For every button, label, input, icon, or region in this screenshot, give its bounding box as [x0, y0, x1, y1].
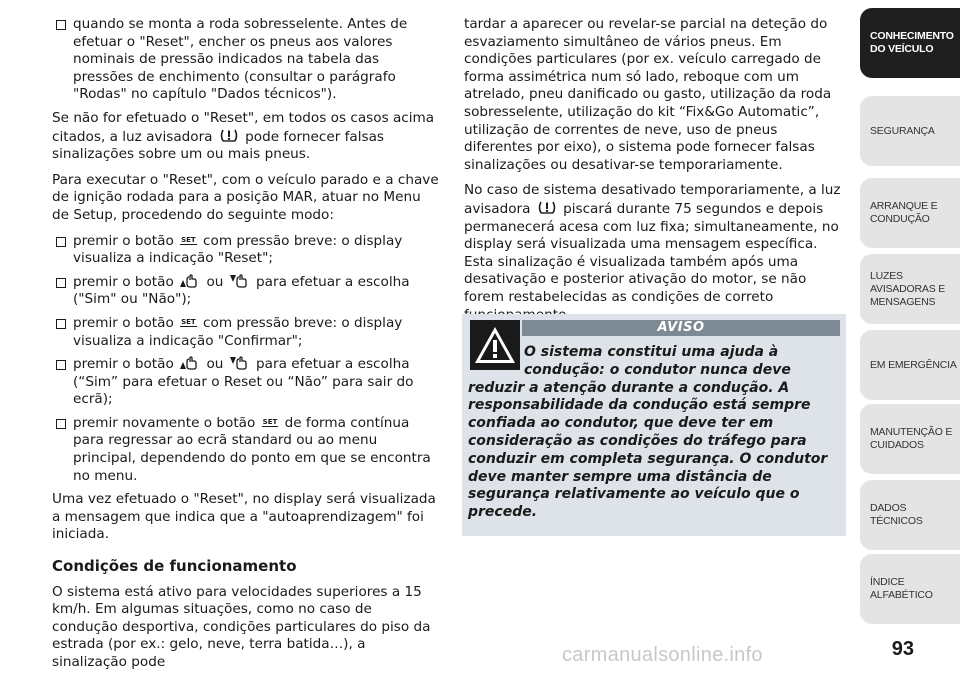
bullet-text: premir o botão: [73, 232, 174, 249]
set-button-icon: SET: [262, 417, 278, 426]
paragraph: [464, 182, 844, 324]
bullet-text: ou: [206, 273, 224, 290]
bullet-box-icon: [56, 319, 66, 329]
paragraph: O sistema está ativo para velocidades superiores a 15 km/h. Em algumas situações, como no caso de condução desportiva, condições particulares do piso da estrada (por ex.: gelo, neve, terra batida…), a sinalização pode: [52, 583, 431, 670]
tab-em-emergencia[interactable]: [860, 330, 960, 400]
paragraph: Para executar o "Reset", com o veículo parado e a chave de ignição rodada para a posição MAR, atuar no Menu de Setup, procedendo do seguinte modo:: [52, 171, 439, 223]
set-button-icon: SET: [181, 235, 196, 244]
tire-pressure-warning-icon: [219, 128, 239, 143]
tab-label: LUZES AVISADORAS E MENSAGENS: [870, 269, 946, 308]
bullet-text: premir o botão: [73, 314, 174, 331]
tab-label: ARRANQUE E CONDUÇÃO: [870, 200, 938, 225]
bullet-item: [52, 356, 440, 409]
page-number: 93: [891, 638, 914, 660]
bullet-text: premir o botão: [73, 356, 174, 373]
tab-indice-alfabetico[interactable]: [860, 554, 960, 624]
set-button-icon: SET: [181, 317, 196, 326]
bullet-box-icon: [56, 278, 66, 288]
bullet-box-icon: [56, 360, 66, 370]
bullet-text: ou: [206, 356, 224, 373]
warning-title: AVISO: [522, 320, 840, 336]
bullet-item: [52, 233, 440, 268]
down-arrow-button-icon: [229, 356, 251, 370]
tab-luzes-avisadoras[interactable]: [860, 254, 960, 324]
bullet-text: com pressão breve: o display visualiza a indicação "Confirmar";: [73, 314, 403, 349]
watermark: carmanualsonline.info: [562, 644, 763, 666]
right-column: [464, 16, 844, 332]
tab-manutencao-e-cuidados[interactable]: [860, 404, 960, 474]
bullet-text: para efetuar a escolha (“Sim” para efetuar o Reset ou “Não” para sair do ecrã);: [73, 356, 414, 408]
bullet-item: [52, 315, 440, 350]
up-arrow-button-icon: [179, 274, 201, 288]
warning-box: [462, 314, 846, 536]
paragraph: Uma vez efetuado o "Reset", no display será visualizada a mensagem que indica que a "autoaprendizagem" foi iniciada.: [52, 491, 436, 543]
tab-arranque-e-conducao[interactable]: [860, 178, 960, 248]
tab-label: DADOS TÉCNICOS: [870, 502, 923, 527]
bullet-box-icon: [56, 237, 66, 247]
bullet-text: quando se monta a roda sobresselente. Antes de efetuar o "Reset", encher os pneus aos valores nominais de pressão indicados na tabela das pressões de enchimento (consultar o parágrafo "Rodas" no capítulo "Dados técnicos").: [73, 16, 408, 103]
section-heading: Condições de funcionamento: [52, 557, 297, 576]
tab-label: EM EMERGÊNCIA: [870, 358, 957, 371]
tab-conhecimento-do-veiculo[interactable]: [860, 8, 960, 78]
tab-label: MANUTENÇÃO E CUIDADOS: [870, 426, 953, 451]
bullet-text: premir o botão: [73, 273, 174, 290]
tab-label: SEGURANÇA: [870, 124, 935, 137]
paragraph-text: Se não for efetuado o "Reset", em todos os casos acima citados, a luz avisadora: [52, 109, 435, 145]
bullet-box-icon: [56, 419, 66, 429]
tab-label: CONHECIMENTO DO VEÍCULO: [870, 30, 954, 55]
tab-seguranca[interactable]: [860, 96, 960, 166]
bullet-item: [52, 16, 440, 104]
warning-text-first: O sistema constitui uma ajuda à condução: o condutor nunca deve: [524, 344, 791, 378]
tab-label: ÍNDICE ALFABÉTICO: [870, 576, 933, 601]
tab-dados-tecnicos[interactable]: [860, 480, 960, 550]
paragraph: [52, 110, 440, 164]
paragraph-text: pode fornecer falsas sinalizações sobre um ou mais pneus.: [52, 128, 384, 163]
up-arrow-button-icon: [179, 356, 201, 370]
bullet-box-icon: [56, 20, 66, 30]
paragraph: tardar a aparecer ou revelar-se parcial na deteção do esvaziamento simultâneo de vários pneus. Em condições particulares (por ex. veículo carregado de forma assimétrica num só lado, reboque com um atrelado, pneu danificado ou gasto, utilização da roda sobresselente, utilização do kit “Fix&Go Automatic”, utilização de correntes de neve, uso de pneus diferentes por eixo), o sistema pode fornecer falsas sinalizações ou desativar-se temporariamente.: [464, 16, 832, 173]
paragraph-text: No caso de sistema desativado temporariamente, a luz avisadora: [464, 182, 841, 217]
down-arrow-button-icon: [229, 274, 251, 288]
left-column: [52, 16, 440, 680]
bullet-item: [52, 415, 440, 485]
tire-pressure-warning-icon: [537, 200, 557, 215]
chapter-tabs: [860, 0, 960, 678]
paragraph-text: piscará durante 75 segundos e depois permanecerá acesa com luz fixa; simultaneamente, no display será visualizada uma mensagem específica. Esta sinalização é visualizada também após uma desativação e posterior ativação do motor, se não forem restabelecidas as condições de correto: [464, 200, 839, 305]
bullet-text: com pressão breve: o display visualiza a indicação "Reset";: [73, 232, 403, 267]
bullet-text: premir novamente o botão: [73, 414, 256, 431]
bullet-text: para efetuar a escolha ("Sim" ou "Não");: [73, 273, 410, 308]
bullet-text: de forma contínua para regressar ao ecrã standard ou ao menu principal, dependendo do ponto em que se encontra no menu.: [73, 414, 431, 484]
bullet-item: [52, 274, 440, 309]
warning-text-rest: reduzir a atenção durante a condução. A responsabilidade da condução está sempre confiada ao condutor, que deve ter em consideração as condições do tráfego para conduzir em completa segurança. O condutor deve manter sempre uma distância de segurança relativamente ao veículo que o precede.: [468, 379, 828, 521]
warning-text: [468, 344, 836, 522]
